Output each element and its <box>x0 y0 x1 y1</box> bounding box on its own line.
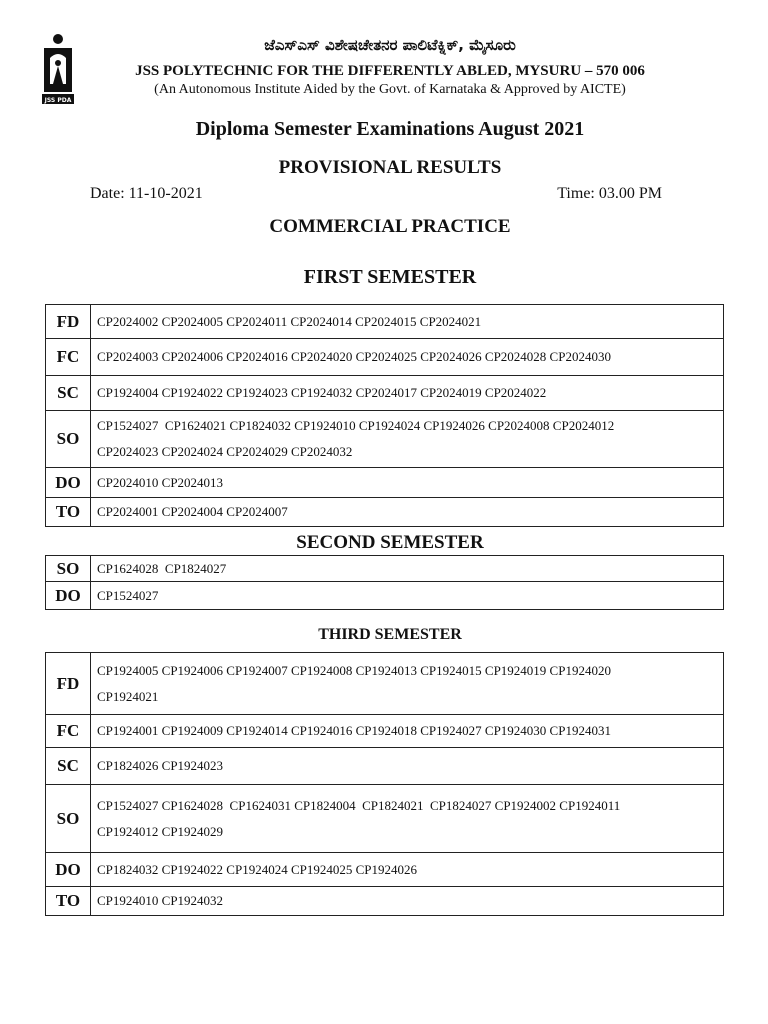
result-row-do <box>46 853 724 887</box>
register-number-list <box>91 305 724 339</box>
register-number-line: CP2024002 CP2024005 CP2024011 CP2024014 CP2024015 CP2024021 <box>97 313 482 329</box>
result-row-fc <box>46 715 724 748</box>
register-number-list <box>91 468 724 498</box>
first-semester-table <box>45 304 724 527</box>
register-number-line: CP1924012 CP1924029 <box>97 823 224 839</box>
kannada-institute-name: ಜೆಎಸ್‌ಎಸ್ ವಿಶೇಷಚೇತನರ ಪಾಲಿಟೆಕ್ನಿಕ್, ಮೈಸೂರು <box>264 36 516 54</box>
result-category-code: FD <box>46 305 91 339</box>
result-category-code: TO <box>46 498 91 527</box>
register-number-line: CP1824026 CP1924023 <box>97 758 224 773</box>
result-category-code: SC <box>46 376 91 411</box>
register-number-list <box>91 887 724 916</box>
result-row-so <box>46 785 724 853</box>
register-number-list <box>91 582 724 610</box>
register-number-line: CP1924005 CP1924006 CP1924007 CP1924008 CP1924013 CP1924015 CP1924019 CP1924020 <box>97 662 611 678</box>
register-number-list <box>91 498 724 527</box>
result-time: Time: 03.00 PM <box>557 185 662 202</box>
institute-name: JSS POLYTECHNIC FOR THE DIFFERENTLY ABLED, MYSURU – 570 006 <box>135 63 645 79</box>
register-number-line: CP1624028 CP1824027 <box>97 560 227 576</box>
result-row-do <box>46 582 724 610</box>
register-number-line: CP2024001 CP2024004 CP2024007 <box>97 504 288 519</box>
affiliation-note: (An Autonomous Institute Aided by the Govt. of Karnataka & Approved by AICTE) <box>154 82 626 97</box>
register-number-line: CP1924021 <box>97 688 159 704</box>
result-category-code: SC <box>46 748 91 785</box>
register-number-line: CP1524027 CP1624028 CP1624031 CP1824004 CP1824021 CP1824027 CP1924002 CP1924011 <box>97 797 621 813</box>
second-semester-table <box>45 555 724 610</box>
register-number-line: CP2024003 CP2024006 CP2024016 CP2024020 CP2024025 CP2024026 CP2024028 CP2024030 <box>97 349 611 364</box>
result-row-so <box>46 556 724 582</box>
second-semester-title: SECOND SEMESTER <box>296 532 484 553</box>
logo-text: JSS PDA <box>44 97 72 104</box>
register-number-line: CP1924004 CP1924022 CP1924023 CP1924032 CP2024017 CP2024019 CP2024022 <box>97 385 547 400</box>
register-number-line: CP2024023 CP2024024 CP2024029 CP2024032 <box>97 444 353 459</box>
register-number-list <box>91 411 724 468</box>
register-number-line: CP1524027 CP1624021 CP1824032 CP1924010 CP1924024 CP1924026 CP2024008 CP2024012 <box>97 418 615 433</box>
result-category-code: SO <box>46 411 91 468</box>
register-number-line: CP1924010 CP1924032 <box>97 893 224 908</box>
result-row-do <box>46 468 724 498</box>
register-number-line: CP1524027 <box>97 587 159 603</box>
register-number-list <box>91 853 724 887</box>
result-date: Date: 11-10-2021 <box>90 185 203 202</box>
exam-title: Diploma Semester Examinations August 2021 <box>195 118 585 140</box>
result-category-code: DO <box>46 468 91 498</box>
result-row-fc <box>46 339 724 376</box>
third-semester-title: THIRD SEMESTER <box>318 626 462 643</box>
result-row-to <box>46 498 724 527</box>
result-row-to <box>46 887 724 916</box>
first-semester-title: FIRST SEMESTER <box>303 266 477 288</box>
results-title: PROVISIONAL RESULTS <box>278 157 502 178</box>
register-number-list <box>91 556 724 582</box>
result-category-code: FC <box>46 715 91 748</box>
result-category-code: FC <box>46 339 91 376</box>
result-category-code: FD <box>46 653 91 715</box>
result-category-code: SO <box>46 785 91 853</box>
register-number-line: CP1824032 CP1924022 CP1924024 CP1924025 CP1924026 <box>97 861 418 877</box>
register-number-list <box>91 748 724 785</box>
register-number-list <box>91 653 724 715</box>
register-number-line: CP2024010 CP2024013 <box>97 474 224 490</box>
department-title: COMMERCIAL PRACTICE <box>269 216 511 237</box>
result-row-fd <box>46 653 724 715</box>
register-number-list <box>91 376 724 411</box>
third-semester-table <box>45 652 724 916</box>
result-row-fd <box>46 305 724 339</box>
register-number-list <box>91 785 724 853</box>
result-category-code: DO <box>46 582 91 610</box>
result-category-code: SO <box>46 556 91 582</box>
result-row-so <box>46 411 724 468</box>
result-row-sc <box>46 748 724 785</box>
register-number-list <box>91 715 724 748</box>
register-number-list <box>91 339 724 376</box>
result-category-code: DO <box>46 853 91 887</box>
result-row-sc <box>46 376 724 411</box>
result-category-code: TO <box>46 887 91 916</box>
register-number-line: CP1924001 CP1924009 CP1924014 CP1924016 CP1924018 CP1924027 CP1924030 CP1924031 <box>97 723 611 738</box>
